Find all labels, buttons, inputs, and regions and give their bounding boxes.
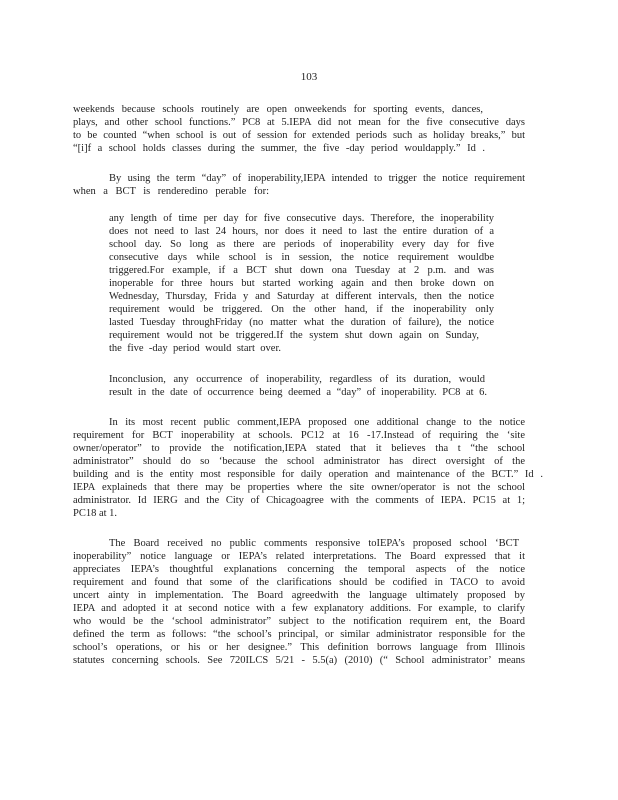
text-line: PC18 at 1. — [73, 508, 118, 519]
quote-line: requirement would be triggered. On the other hand, if the inoperability only — [109, 304, 494, 315]
text-line: when a BCT is renderedino perable for: — [73, 186, 269, 197]
quote-line: the five -day period would start over. — [109, 343, 281, 354]
text-line: requirement and found that some of the clarifications should be codified in TACO to avoid — [73, 577, 525, 588]
quote-line: Wednesday, Thursday, Frida y and Saturday at different intervals, then the notice — [109, 291, 494, 302]
text-line: owner/operator” to provide the notification,IEPA stated that it believes tha t “the school — [73, 443, 525, 454]
text-line: IEPA and adopted it at second notice with a few explanatory additions. For example, to clarify — [73, 603, 525, 614]
text-line: statutes concerning schools. See 720ILCS 5/21 - 5.5(a) (2010) (“ School administrator’ means — [73, 655, 525, 666]
text-line: who would be the ‘school administrator” subject to the notification requirem ent, the Board — [73, 616, 525, 627]
text-line: school’s operations, or his or her designee.” This definition borrows language from Illinois — [73, 642, 525, 653]
text-line: appreciates IEPA’s thoughtful explanations concerning the temporal aspects of the notice — [73, 564, 525, 575]
quote-line: any length of time per day for five consecutive days. Therefore, the inoperability — [109, 213, 494, 224]
text-line: administrator” should do so ‘because the school administrator has direct oversight of the — [73, 456, 525, 467]
quote-line: triggered.For example, if a BCT shut down ona Tuesday at 2 p.m. and was — [109, 265, 494, 276]
page-number: 103 — [300, 71, 318, 83]
text-line: inoperability” notice language or IEPA’s related interpretations. The Board expressed that it — [73, 551, 525, 562]
text-line: “[i]f a school holds classes during the summer, the five -day period wouldapply.” Id . — [73, 143, 485, 154]
text-line: plays, and other school functions.” PC8 at 5.IEPA did not mean for the five consecutive days — [73, 117, 525, 128]
quote-line: does not need to last 24 hours, nor does it need to last the entire duration of a — [109, 226, 494, 237]
quote-line: lasted Tuesday throughFriday (no matter what the duration of failure), the notice — [109, 317, 494, 328]
text-line: IEPA explaineds that there may be properties where the site owner/operator is not the school — [73, 482, 525, 493]
quote-line: result in the date of occurrence being deemed a “day” of inoperability. PC8 at 6. — [109, 387, 487, 398]
text-line: to be counted “when school is out of session for extended periods such as holiday breaks,” but — [73, 130, 525, 141]
quote-line: requirement would not be triggered.If the system shut down again on Sunday, — [109, 330, 479, 341]
quote-line: consecutive days while school is in session, the notice requirement wouldbe — [109, 252, 494, 263]
quote-line: inoperable for three hours but started working again and then broke down on — [109, 278, 494, 289]
text-line: uncert ainty in implementation. The Board agreedwith the language ultimately proposed by — [73, 590, 525, 601]
text-line: building and is the entity most responsible for daily operation and maintenance of the BCT.” Id . — [73, 469, 543, 480]
text-line: requirement for BCT inoperability at schools. PC12 at 16 -17.Instead of requiring the ‘site — [73, 430, 525, 441]
text-line: By using the term “day” of inoperability,IEPA intended to trigger the notice requirement — [109, 173, 525, 184]
quote-line: Inconclusion, any occurrence of inoperability, regardless of its duration, would — [109, 374, 485, 385]
text-line: administrator. Id IERG and the City of Chicagoagree with the comments of IEPA. PC15 at 1; — [73, 495, 525, 506]
text-line: defined the term as follows: “the school’s principal, or similar administrator responsible for the — [73, 629, 525, 640]
quote-line: school day. So long as there are periods of inoperability every day for five — [109, 239, 494, 250]
text-line: The Board received no public comments responsive toIEPA’s proposed school ‘BCT — [109, 538, 519, 549]
text-line: weekends because schools routinely are open onweekends for sporting events, dances, — [73, 104, 483, 115]
text-line: In its most recent public comment,IEPA proposed one additional change to the notice — [109, 417, 525, 428]
